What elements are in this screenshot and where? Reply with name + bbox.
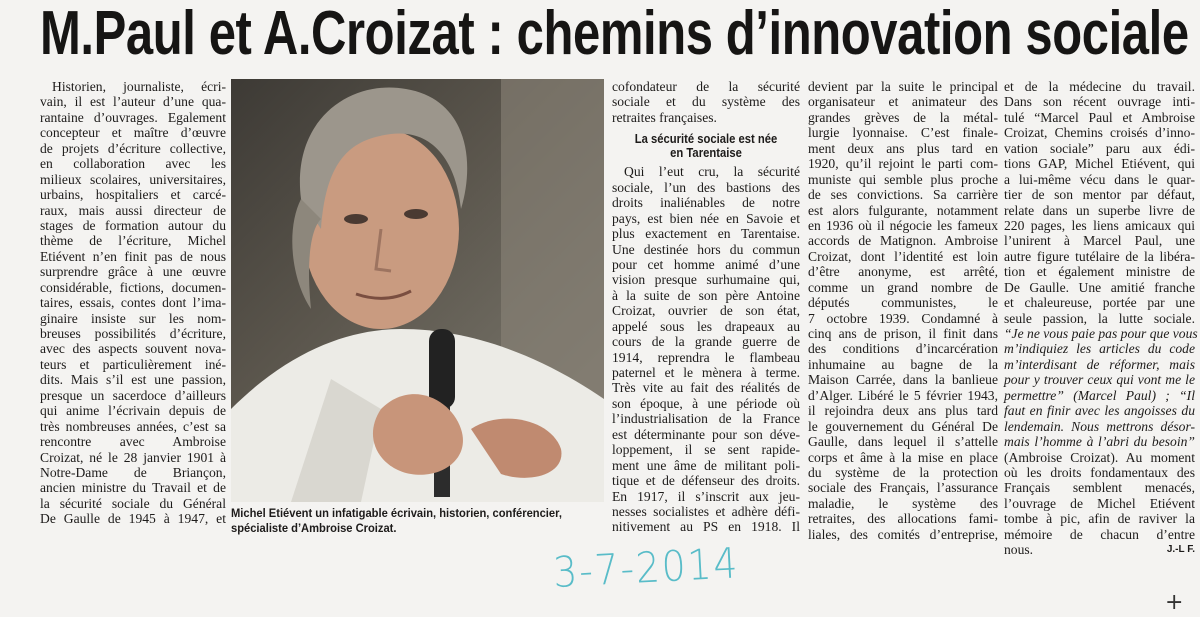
handwritten-date: 3-7-2014 — [552, 538, 741, 597]
text-line-content: 1914, reprendra le flambeau — [612, 349, 800, 365]
text-line — [1004, 110, 1195, 125]
text-line-content: qui anime l’écrivain depuis de — [40, 403, 226, 419]
text-line-content: organisateur et animateur des — [808, 94, 998, 110]
text-line — [808, 326, 998, 341]
text-line — [1004, 372, 1195, 387]
text-line — [1004, 218, 1195, 233]
text-line-content: considérable, fictions, documen- — [40, 279, 226, 295]
text-line-content: milieux scolaires, universitaires, — [40, 171, 226, 187]
text-line-content: tion et également ministre de — [1004, 264, 1195, 280]
text-line — [612, 272, 800, 287]
text-line-content: Très vite au fait des réalités de — [612, 380, 800, 396]
text-line-content: concepteur et maître d’œuvre — [40, 125, 226, 141]
text-line — [1004, 187, 1195, 202]
text-line — [1004, 156, 1195, 171]
text-line — [808, 450, 998, 465]
text-line — [40, 326, 226, 341]
text-line — [612, 411, 800, 426]
text-line — [808, 511, 998, 526]
photo-caption-line: spécialiste d’Ambroise Croizat. — [231, 520, 397, 535]
text-line — [808, 496, 998, 511]
text-line-content: tier de son mentor par défaut, — [1004, 187, 1195, 203]
text-line-content: l’ouvrage de Michel Etiévent — [1004, 495, 1195, 511]
text-line-content: tulé “Marcel Paul et Ambroise — [1004, 109, 1195, 125]
text-line — [612, 303, 800, 318]
text-line-content: l’unirent à Marcel Paul, une — [1004, 233, 1195, 249]
text-line — [808, 264, 998, 279]
text-line — [1004, 388, 1195, 403]
text-line — [808, 295, 998, 310]
text-line — [40, 295, 226, 310]
text-line — [1004, 511, 1195, 526]
text-line-content: faut en finir avec les angoisses du — [1004, 403, 1195, 419]
text-line — [40, 233, 226, 248]
text-line — [1004, 450, 1195, 465]
text-line-content: ment une âme de militant poli- — [612, 457, 800, 473]
text-line — [612, 195, 800, 210]
text-line — [612, 94, 800, 109]
text-line — [808, 141, 998, 156]
text-line — [40, 79, 226, 94]
text-line — [40, 496, 226, 511]
text-line — [612, 242, 800, 257]
text-line-content: ginaire insiste sur les nom- — [40, 310, 226, 326]
text-line — [808, 156, 998, 171]
text-line — [40, 172, 226, 187]
text-line-content: nitivement au PS en 1918. Il — [612, 519, 800, 535]
text-line — [40, 187, 226, 202]
text-line — [40, 465, 226, 480]
text-line — [40, 434, 226, 449]
text-line-content: breuses possibilités d’écriture, — [40, 326, 226, 341]
text-line-content: autre figure tutélaire de la libéra- — [1004, 248, 1195, 264]
text-line-content: muniste qui semble plus proche — [808, 171, 998, 187]
text-line — [40, 264, 226, 279]
text-line-content: comme un grand nombre de — [808, 279, 998, 295]
text-line-content: Maison Carrée, dans la banlieue — [808, 372, 998, 388]
text-line-content: et chaleureuse, portée par une — [1004, 295, 1195, 311]
text-line — [1004, 264, 1195, 279]
text-line — [808, 172, 998, 187]
text-line-content: accords de Matignon. Ambroise — [808, 233, 998, 249]
text-line — [808, 388, 998, 403]
text-line-content: sociale, l’un des bastions des — [612, 179, 800, 195]
text-line — [808, 403, 998, 418]
text-line-content: mémoire de chacun d’entre — [1004, 526, 1195, 542]
text-line — [808, 203, 998, 218]
text-line — [40, 480, 226, 495]
text-line — [612, 365, 800, 380]
text-line-content: paternel et le mènera à terme. — [612, 365, 800, 380]
text-line — [808, 357, 998, 372]
photo-caption-line: Michel Etiévent un infatigable écrivain, historien, conférencier, — [231, 506, 562, 520]
text-line-content: à la suite de son père Antoine — [612, 287, 800, 303]
text-line — [612, 164, 800, 179]
text-line-content: il rejoindra deux ans plus tard — [808, 403, 998, 419]
photo-caption — [231, 506, 573, 535]
text-line-content: 1920, qu’il rejoint le parti com- — [808, 156, 998, 172]
text-line-content: députés communistes, le — [808, 295, 998, 311]
text-line — [808, 527, 998, 542]
text-line-content: est déterminante pour son déve- — [612, 426, 800, 442]
text-line — [612, 442, 800, 457]
article-column-2 — [612, 79, 800, 535]
text-line — [612, 288, 800, 303]
text-line-content: loppement, il se sent rapide- — [612, 442, 800, 458]
text-line — [40, 372, 226, 387]
text-line — [1004, 542, 1195, 557]
text-line-content: mais l’homme à l’abri du besoin” — [1004, 434, 1195, 450]
crop-mark-icon: + — [1165, 590, 1184, 615]
text-line — [808, 341, 998, 356]
text-line — [40, 511, 226, 526]
text-line-content: rantaine d’ouvrages. Egalement — [40, 109, 226, 125]
text-line — [808, 311, 998, 326]
text-line — [612, 519, 800, 534]
text-line-content: De Gaulle. Une amitié franche — [1004, 279, 1195, 295]
text-line-content: en collaboration avec les — [40, 156, 226, 172]
text-line-content: En 1917, il s’inscrit aux jeu- — [612, 488, 800, 504]
text-line-content: ment deux ans plus tard en — [808, 140, 998, 156]
text-line-content: “Je ne vous paie pas pour que vous — [1004, 326, 1198, 341]
text-line-content: en 1936 où il négocie les fameux — [808, 217, 998, 233]
text-line — [612, 458, 800, 473]
text-line-content: son époque, à une période où — [612, 395, 800, 411]
text-line-content: liales, des comités d’entreprise, — [808, 526, 998, 542]
text-line — [1004, 527, 1195, 542]
text-line-content: sociale et du système des — [612, 94, 800, 110]
text-line — [808, 280, 998, 295]
text-line-content: 220 pages, les liens amicaux qui — [1004, 217, 1195, 233]
text-line-content: cours de la grande guerre de — [612, 334, 800, 350]
text-line-content: Croizat, né le 28 janvier 1901 à — [40, 449, 226, 465]
text-line-content: tions GAP, Michel Etiévent, qui — [1004, 156, 1195, 172]
text-line — [612, 319, 800, 334]
text-line — [40, 388, 226, 403]
text-line — [808, 249, 998, 264]
text-line — [1004, 311, 1195, 326]
text-line — [1004, 280, 1195, 295]
text-line-content: d’être anonyme, est arrêté, — [808, 264, 998, 280]
text-line-content: Dans son récent ouvrage inti- — [1004, 94, 1195, 110]
text-line — [1004, 419, 1195, 434]
text-line-content: sociale des Français, l’assurance — [808, 480, 998, 496]
text-line-content: Français semblent menacés, — [1004, 480, 1195, 496]
text-line — [40, 110, 226, 125]
text-line-content: vision presque surhumaine qui, — [612, 272, 800, 288]
text-line-content: teurs et particulièrement iné- — [40, 356, 226, 372]
text-line-content: tique et de défenseur des droits. — [612, 473, 800, 489]
text-line-content: du système de la protection — [808, 464, 998, 480]
text-line — [808, 187, 998, 202]
text-line — [1004, 141, 1195, 156]
text-line-content: très nombreuses années, c’est sa — [40, 418, 226, 434]
text-line — [612, 504, 800, 519]
text-line-content: Historien, journaliste, écri- — [52, 79, 226, 94]
text-line-content: inhumaine au bagne de la — [808, 356, 998, 372]
text-line — [612, 473, 800, 488]
text-line — [612, 396, 800, 411]
text-line-content: Gaulle, dans lequel il s’attelle — [808, 434, 998, 450]
text-line-content: a lui-même vécu dans le quar- — [1004, 171, 1195, 187]
text-line-content: des conditions d’incarcération — [808, 341, 998, 357]
text-line-content: m’indiquiez les articles du code — [1004, 341, 1195, 357]
text-line — [1004, 357, 1195, 372]
text-line — [40, 203, 226, 218]
text-line — [40, 311, 226, 326]
text-line-content: pays, est bien née en Savoie et — [612, 210, 800, 226]
text-line-content: relate dans un superbe livre de — [1004, 202, 1195, 218]
text-line — [1004, 249, 1195, 264]
text-line — [808, 434, 998, 449]
text-line — [1004, 434, 1195, 449]
text-line — [808, 480, 998, 495]
text-line — [808, 372, 998, 387]
text-line — [40, 218, 226, 233]
text-line — [40, 125, 226, 140]
text-line-content: nous. — [1004, 542, 1034, 558]
text-line-content: Croizat, Chemins croisés d’inno- — [1004, 125, 1195, 141]
article-photo — [231, 79, 604, 502]
text-line-content: raux, mais aussi directeur de — [40, 202, 226, 218]
text-line — [808, 125, 998, 140]
text-line-content: rencontre avec Ambroise — [40, 434, 226, 450]
text-line — [808, 419, 998, 434]
text-line — [40, 403, 226, 418]
text-line-content: plus exactement en Tarentaise. — [612, 226, 800, 242]
text-line-content: Notre-Dame de Briançon, — [40, 464, 226, 480]
text-line — [612, 226, 800, 241]
text-line-content: le gouvernement du Général De — [808, 418, 998, 434]
text-line-content: De Gaulle de 1945 à 1947, et — [40, 511, 226, 527]
text-line — [40, 280, 226, 295]
text-line-content: la sécurité sociale du Général — [40, 495, 226, 511]
text-line — [40, 141, 226, 156]
text-line — [808, 110, 998, 125]
text-line — [808, 79, 998, 94]
text-line — [808, 465, 998, 480]
text-line-content: seule passion, la lutte sociale. — [1004, 310, 1195, 326]
text-line-content: nesses socialistes et adhère défi- — [612, 503, 800, 519]
text-line-content: 7 octobre 1939. Condamné à — [808, 310, 998, 326]
text-line — [1004, 480, 1195, 495]
text-line — [40, 419, 226, 434]
text-line-content: grandes grèves de la métal- — [808, 109, 998, 125]
text-line — [40, 450, 226, 465]
text-line-content: vain, il est l’auteur d’une qua- — [40, 94, 226, 110]
text-line-content: thème de l’écriture, Michel — [40, 233, 226, 249]
text-line — [1004, 465, 1195, 480]
text-line-content: cinq ans de prison, il finit dans — [808, 326, 998, 341]
text-line-content: cofondateur de la sécurité — [612, 79, 800, 94]
text-line-content: devient par la suite le principal — [808, 79, 998, 94]
photo-portrait-illustration — [231, 79, 604, 502]
text-line-content: Croizat, ouvrier de son état, — [612, 303, 800, 319]
text-line — [1004, 326, 1198, 341]
text-line-content: et de la médecine du travail. — [1004, 79, 1195, 94]
text-line-content: Une destinée hors du commun — [612, 241, 800, 257]
text-line-content: permettre” (Marcel Paul) ; “Il — [1004, 387, 1195, 403]
text-line-content: pour cet homme animé d’une — [612, 256, 800, 272]
text-line — [808, 94, 998, 109]
text-line — [612, 334, 800, 349]
text-line — [1004, 403, 1195, 418]
text-line-content: dits. Mais s’il est une passion, — [40, 372, 226, 388]
text-line-content: où les droits fondamentaux des — [1004, 464, 1195, 480]
text-line-content: retraites, des allocations fami- — [808, 511, 998, 527]
text-line-content: de projets d’écriture collective, — [40, 140, 226, 156]
microphone-icon — [429, 329, 455, 409]
text-line — [808, 218, 998, 233]
text-line — [1004, 203, 1195, 218]
text-line — [612, 79, 800, 94]
text-line-content: retraites françaises. — [612, 109, 717, 125]
text-line-content: l’industrialisation de la France — [612, 411, 800, 427]
text-line — [612, 350, 800, 365]
text-line — [612, 211, 800, 226]
subheading-line: en Tarentaise — [670, 146, 742, 161]
text-line-content: est alors fulgurante, notamment — [808, 202, 998, 218]
text-line-content: corps et âme à la mise en place — [808, 449, 998, 465]
text-line-content: pour y trouver ceux qui vont me le — [1004, 372, 1195, 388]
text-line-content: surprendre grâce à une œuvre — [40, 264, 226, 280]
text-line — [1004, 125, 1195, 140]
article-column-1 — [40, 79, 226, 527]
text-line-content: taires, essais, contes dont l’ima- — [40, 295, 226, 311]
text-line-content: Etiévent n’en finit pas de nous — [40, 248, 226, 264]
text-line-content: urbains, hospitaliers et carcé- — [40, 187, 226, 203]
text-line — [40, 341, 226, 356]
text-line — [40, 249, 226, 264]
text-line — [40, 156, 226, 171]
text-line-content: (Ambroise Croizat). Au moment — [1004, 449, 1195, 465]
text-line-content: Qui l’eut cru, la sécurité — [624, 164, 800, 180]
author-signature: J.-L F. — [1166, 544, 1195, 556]
text-line — [612, 110, 800, 125]
text-line-content: lendemain. Nous mettrons désor- — [1004, 418, 1195, 434]
text-line — [808, 233, 998, 248]
text-line-content: Croizat, dont l’identité est loin — [808, 248, 998, 264]
text-line — [612, 489, 800, 504]
article-title: M.Paul et A.Croizat : chemins d’innovation sociale — [40, 0, 1189, 68]
text-line — [1004, 295, 1195, 310]
text-line — [1004, 79, 1195, 94]
text-line-content: vation sociale” paru aux édi- — [1004, 140, 1195, 156]
text-line-content: avec des aspects souvent nova- — [40, 341, 226, 357]
article-subheading — [621, 132, 790, 160]
text-line-content: m’interdisant de réformer, mais — [1004, 356, 1195, 372]
subheading-line: La sécurité sociale est née — [634, 132, 778, 147]
text-line-content: stages de formation autour du — [40, 217, 226, 233]
text-line-content: presque un sacerdoce d’ailleurs — [40, 387, 226, 403]
text-line-content: lurgie lyonnaise. C’est finale- — [808, 125, 998, 141]
text-line — [612, 180, 800, 195]
text-line-content: ancien ministre du Travail et de — [40, 480, 226, 496]
text-line — [1004, 341, 1195, 356]
text-line-content: de ses convictions. Sa carrière — [808, 187, 998, 203]
text-line-content: droits inaliénables de notre — [612, 195, 800, 211]
text-line — [1004, 496, 1195, 511]
text-line — [1004, 233, 1195, 248]
text-line — [612, 380, 800, 395]
article-column-4 — [1004, 79, 1198, 558]
text-line-content: maladie, le système des — [808, 495, 998, 511]
text-line — [612, 427, 800, 442]
text-line — [40, 357, 226, 372]
text-line-content: appelé sous les drapeaux au — [612, 318, 800, 334]
text-line-content: tombe à pic, afin de raviver la — [1004, 511, 1195, 527]
article-column-3 — [808, 79, 998, 542]
text-line-content: d’Alger. Libéré le 5 février 1943, — [808, 387, 998, 403]
text-line — [40, 94, 226, 109]
text-line — [1004, 172, 1195, 187]
text-line — [1004, 94, 1195, 109]
text-line — [612, 257, 800, 272]
